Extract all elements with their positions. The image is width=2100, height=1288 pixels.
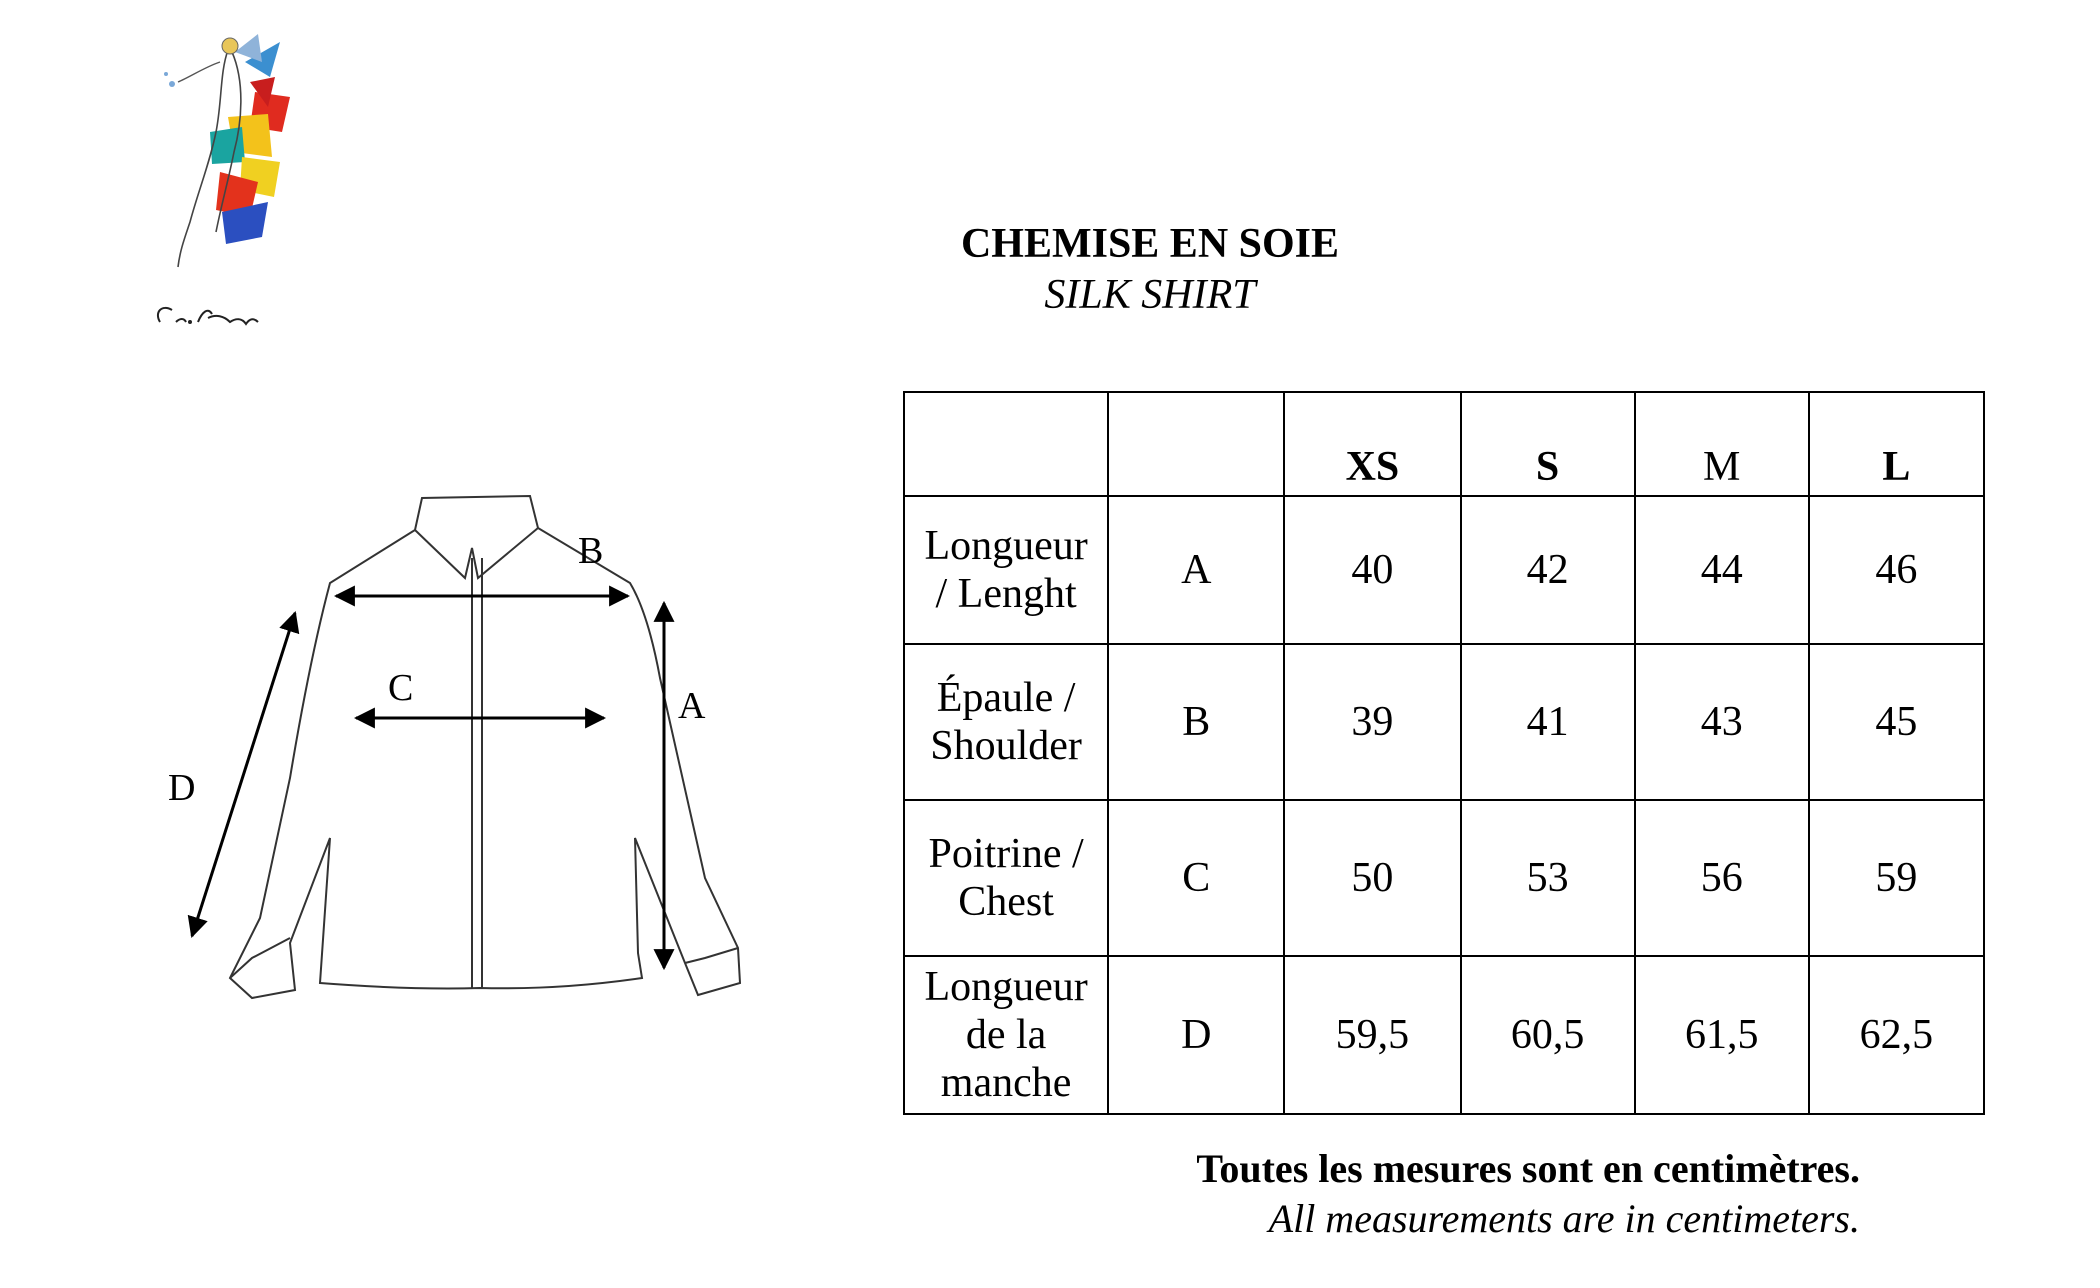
value-cell: 44 bbox=[1635, 496, 1809, 644]
value-cell: 40 bbox=[1284, 496, 1460, 644]
measurement-note bbox=[1100, 1144, 1860, 1244]
name-line: Longueur bbox=[924, 523, 1088, 569]
title-block bbox=[760, 218, 1540, 320]
value-cell: 62,5 bbox=[1809, 956, 1984, 1114]
measurement-name bbox=[904, 644, 1108, 800]
header-size-xs: XS bbox=[1284, 392, 1460, 496]
value-cell: 53 bbox=[1461, 800, 1635, 956]
header-size-s: S bbox=[1461, 392, 1635, 496]
value-cell: 56 bbox=[1635, 800, 1809, 956]
note-french: Toutes les mesures sont en centimètres. bbox=[1196, 1146, 1860, 1191]
table-header-row bbox=[904, 392, 1984, 496]
value-cell: 45 bbox=[1809, 644, 1984, 800]
measurement-code: D bbox=[1108, 956, 1284, 1114]
name-line: manche bbox=[940, 1060, 1072, 1106]
header-cell bbox=[1108, 392, 1284, 496]
value-cell: 50 bbox=[1284, 800, 1460, 956]
label-a: A bbox=[678, 685, 706, 727]
table-row bbox=[904, 800, 1984, 956]
value-cell: 42 bbox=[1461, 496, 1635, 644]
name-line: Shoulder bbox=[930, 723, 1082, 769]
name-line: Poitrine / bbox=[928, 831, 1084, 877]
name-line: Épaule / bbox=[936, 675, 1076, 721]
value-cell: 59,5 bbox=[1284, 956, 1460, 1114]
measurement-code: A bbox=[1108, 496, 1284, 644]
size-table bbox=[903, 391, 1985, 1115]
header-cell bbox=[904, 392, 1108, 496]
measurement-code: B bbox=[1108, 644, 1284, 800]
shirt-diagram bbox=[160, 378, 780, 1108]
brand-logo bbox=[150, 22, 300, 352]
value-cell: 46 bbox=[1809, 496, 1984, 644]
measurement-arrows bbox=[192, 596, 664, 968]
name-line: de la bbox=[965, 1012, 1047, 1058]
value-cell: 59 bbox=[1809, 800, 1984, 956]
value-cell: 60,5 bbox=[1461, 956, 1635, 1114]
measurement-name bbox=[904, 956, 1108, 1114]
product-subtitle: SILK SHIRT bbox=[1044, 272, 1256, 318]
table-row bbox=[904, 496, 1984, 644]
label-c: C bbox=[388, 667, 414, 709]
measurement-name bbox=[904, 496, 1108, 644]
table-row bbox=[904, 644, 1984, 800]
value-cell: 41 bbox=[1461, 644, 1635, 800]
arrow-d bbox=[192, 613, 295, 936]
value-cell: 43 bbox=[1635, 644, 1809, 800]
value-cell: 39 bbox=[1284, 644, 1460, 800]
note-english: All measurements are in centimeters. bbox=[1268, 1196, 1860, 1241]
measurement-name bbox=[904, 800, 1108, 956]
table-row bbox=[904, 956, 1984, 1114]
label-b: B bbox=[578, 530, 604, 572]
label-d: D bbox=[168, 767, 196, 809]
header-size-m: M bbox=[1635, 392, 1809, 496]
name-line: Chest bbox=[958, 879, 1054, 925]
header-size-l: L bbox=[1809, 392, 1984, 496]
name-line: / Lenght bbox=[935, 571, 1077, 617]
measurement-code: C bbox=[1108, 800, 1284, 956]
dancer-illustration-icon bbox=[150, 22, 300, 352]
name-line: Longueur bbox=[924, 964, 1088, 1010]
product-title: CHEMISE EN SOIE bbox=[960, 221, 1340, 267]
value-cell: 61,5 bbox=[1635, 956, 1809, 1114]
